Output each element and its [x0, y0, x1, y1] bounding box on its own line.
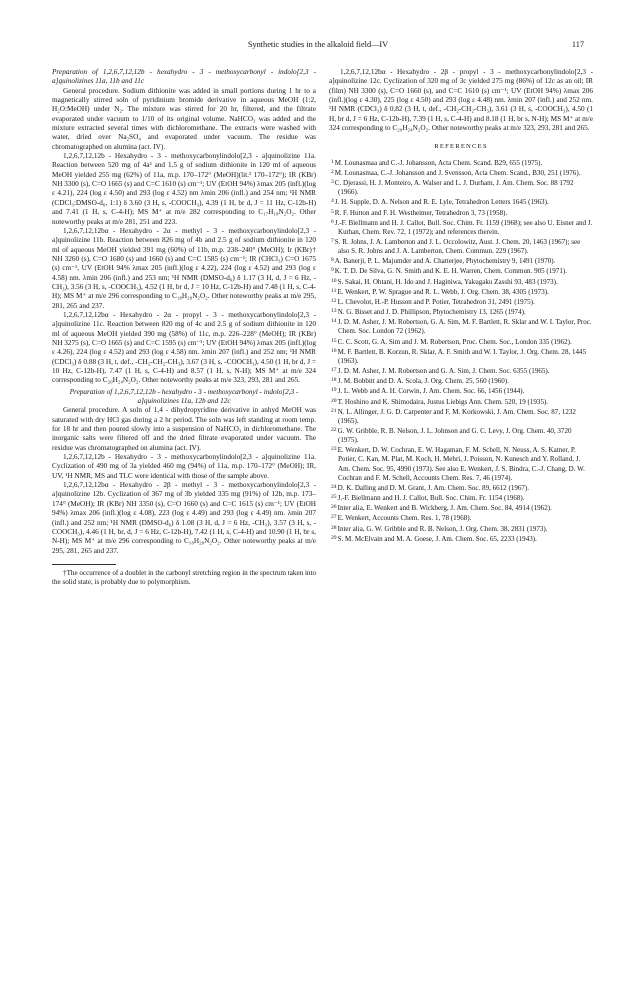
reference-item [329, 307, 593, 317]
reference-text: J.-F. Biellmann and H. J. Callot, Bull. Soc. Chim. Fr. 1159 (1968); see also U. Eisner and J. Kuthan, Chem. Rev. 72, 1 (1972); and references therein. [334, 218, 593, 236]
reference-item [329, 483, 593, 493]
reference-number: 18 [331, 377, 337, 384]
reference-text: C. C. Scott, G. A. Sim and J. M. Robertson, Proc. Chem. Soc., London 335 (1962). [337, 337, 572, 346]
reference-number: 20 [331, 397, 337, 404]
references-list [329, 158, 593, 544]
reference-item [329, 266, 593, 276]
reference-text: E. Wenkert, D. W. Cochran, E. W. Hagaman, F. M. Schell, N. Neuss, A. S. Katner, P. Potier, C. Kan, M. Plat, M. Koch, H. Mehri, J. Poisson, N. Kunesch and Y. Rolland, J. Am. Chem. Soc. 95, 4990 (1973). See also E. Wenkert, J. S. Bindra, C.-J. Chang, D. W. Cochran and F. M. Schell, Accounts Chem. Res. 7, 46 (1974). [337, 446, 585, 482]
reference-item [329, 287, 593, 297]
reference-item [329, 317, 593, 336]
reference-item [329, 524, 593, 534]
reference-number: 12 [331, 297, 337, 304]
reference-text: N. G. Bisset and J. D. Phillipson, Phytochemistry 13, 1265 (1974). [337, 308, 526, 317]
reference-number: 4 [331, 198, 334, 205]
reference-number: 6 [331, 218, 334, 225]
reference-text: D. K. Dalling and D. M. Grant, J. Am. Chem. Soc. 89, 6612 (1967). [337, 483, 530, 492]
reference-item [329, 445, 593, 483]
reference-item [329, 426, 593, 445]
reference-number: 19 [331, 387, 337, 394]
reference-text: K. T. D. De Silva, G. N. Smith and K. E. H. Warren, Chem. Commun. 905 (1971). [334, 267, 567, 276]
reference-number: 28 [331, 524, 337, 531]
body-paragraph: 1,2,6,7,12,12bα - Hexahydro - 2β - methyl - 3 - methoxycarbonylindolo[2,3 - a]quinolizine 12b. Cyclization of 367 mg of 3b yielded 335 mg (91%) of 12b, m.p. 173–174° (MeOH); IR (KBr) NH 3350 (s), C=O 1660 (s) and C=C 1615 (s) cm⁻¹; UV (EtOH 94%) λmax 206 (infl.)(log ε 4.08), 223 (log ε 4.49) and 293 (log ε 4.49) nm. λmin 207 (infl.) and 252 nm; ¹H NMR (DMSO-d₆) δ 1.08 (3 H, d, J = 6 Hz, -CH₃), 3.57 (3 H, s, -COOCH₃), 4.46 (1 H, br, d, J = 6 Hz, C-12b-H), 7.42 (1 H, s, C-4-H) and 10.90 (1 H, br s, N-H); MS M⁺ at m/e 296 corresponding to C₁₈H₂₀N₂O₂. Other noteworthy peaks at m/e 295, 281, 265 and 237. [52, 481, 316, 555]
reference-number: 25 [331, 494, 337, 501]
reference-item [329, 534, 593, 544]
reference-item [329, 493, 593, 503]
reference-item [329, 237, 593, 256]
body-paragraph: 1,2,6,7,12,12bα - Hexahydro - 2α - methyl - 3 - methoxycarbonylindolo[2,3 - a]quinolizine 11b. Reaction between 826 mg of 4b and 2.5 g of sodium dithionite in 120 ml of aqueous MeOH yielded 391 mg (60%) of 11b, m.p. 238–240° (MeOH); Ir (KBr)† NH 3260 (s), C=O 1680 (s) and 1660 (s) and C=C 1585 (s) cm⁻¹; IR (CHCl₃) C=O 1675 (s) cm⁻¹, UV (EtOH 94% λmax 205 (infl.)(log ε 4.22), 224 (log ε 4.52) and 293 (log ε 4.58) nm. λmin 206 (infl.) and 253 nm; ¹H NMR (DMSO-d₆) δ 1.17 (3 H, d, J = 6 Hz, -CH₃), 3.56 (3 H, s, -COOCH₃), 4.52 (1 H, br d, J = 10 Hz, C-12b-H) and 7.48 (1 H, s, C-4-H); MS M⁺ at m/e 296 corresponding to C₁₈H₂₀N₂O₂. Other noteworthy peaks at m/e 295, 281, 265 and 237. [52, 226, 316, 310]
references-heading: REFERENCES [434, 143, 488, 151]
running-title: Synthetic studies in the alkaloid field—IV [247, 40, 389, 49]
reference-text: J. H. Supple, D. A. Nelson and R. E. Lyle, Tetrahedron Letters 1645 (1963). [334, 198, 549, 207]
reference-number: 2 [331, 168, 334, 175]
reference-item [329, 513, 593, 523]
section-heading: Preparation of 1,2,6,7,12,12b - hexahydro - 3 - methoxycarbonyl - indolo[2,3 - a]quinolizines 11a, 12b and 12c [69, 387, 299, 406]
reference-number: 24 [331, 483, 337, 490]
reference-item [329, 337, 593, 347]
page-header [52, 38, 584, 52]
reference-number: 26 [331, 504, 337, 511]
reference-number: 1 [331, 158, 334, 165]
reference-number: 23 [331, 446, 337, 453]
section-heading: Preparation of 1,2,6,7,12,12b - hexahydro - 3 - methoxycarbonyl - indolo[2,3 - a]quinolizines 11a, 11b and 11c [52, 68, 316, 86]
reference-text: S. R. Johns, J. A. Lamberton and J. L. Occolowitz, Aust. J. Chem. 20, 1463 (1967); see also S. R. Johns and J. A. Lamberton, Chem. Commun. 229 (1967). [334, 238, 581, 256]
reference-item [329, 297, 593, 307]
reference-text: J. D. M. Asher, J. M. Robertson, G. A. Sim, M. F. Bartlett, R. Sklar and W. I. Taylor, Proc. Chem. Soc. London 72 (1962). [337, 318, 592, 336]
reference-text: N. L. Allinger, J. G. D. Carpenter and F. M. Korkowski, J. Am. Chem. Soc. 87, 1232 (1965). [337, 407, 576, 425]
reference-item [329, 158, 593, 168]
right-column [329, 68, 593, 544]
body-paragraph: 1,2,6,7,12,12b - Hexahydro - 3 - methoxycarbonylindolo[2,3 - a]quinolizine 11a. Reaction between 520 mg of 4a² and 1.5 g of sodium dithionite in 120 ml of aqueous MeOH yielded 255 mg (62%) of 11a, m.p. 170–172° (MeOH)(lit.² 170–172°); IR (KBr) NH 3300 (s), C=O 1665 (s) and C=C 1610 (s) cm⁻¹; UV (EtOH 94%) λmax 205 (infl.)(log ε 4.21), 224 (log ε 4.50) and 293 (log ε 4.52) nm λmin 206 (infl.) and 254 nm; ¹H NMR (CDCl₃:DMSO-d₆, 1:1) δ 3.60 (3 H, s, -COOCH₃), 4.39 (1 H, br d, J = 11 Hz, C-12b-H) and 7.41 (1 H, s, C-4-H); MS M⁺ at m/e 282 corresponding to C₁₇H₁₈N₂O₂. Other noteworthy peaks at m/e 281, 251 and 223. [52, 152, 316, 226]
reference-item [329, 277, 593, 287]
reference-text: J. M. Bobbitt and D. A. Scola, J. Org. Chem. 25, 560 (1960). [337, 377, 509, 386]
body-paragraph: General procedure. Sodium dithionite was added in small portions during 1 hr to a magnetically stirred soln of pyridinium bromide derivative in aqueous MeOH (1:2, H₂O:MeOH) under N₂. The mixture was stirred for 20 hr, filtered, and the filtrate evaporated under vacuum to 1/10 of its original volume. NaHCO₃ was added and the mixture extracted several times with dichloromethane. The extracts were washed with water, dried over Na₂SO₄ and evaporated under vacuum. The residue was chromatographed on alumina (act. IV). [52, 86, 316, 151]
reference-text: G. W. Gribble, R. B. Nelson, J. L. Johnson and G. C. Levy, J. Org. Chem. 40, 3720 (1975). [337, 426, 572, 445]
reference-text: M. Lounasmaa and C.-J. Johansson, Acta Chem. Scand. B29, 655 (1975). [334, 158, 543, 167]
left-column [52, 68, 316, 587]
reference-item [329, 218, 593, 237]
reference-text: Inter alia, E. Wenkert and B. Wickberg, J. Am. Chem. Soc. 84, 4914 (1962). [337, 504, 552, 513]
reference-text: A. Banerji, P. L. Majumder and A. Chatterjee, Phytochemistry 9, 1491 (1970). [334, 257, 556, 266]
reference-item [329, 197, 593, 207]
reference-number: 8 [331, 257, 334, 264]
reference-number: 5 [331, 208, 334, 215]
reference-number: 29 [331, 534, 337, 541]
reference-item [329, 407, 593, 426]
reference-number: 14 [331, 318, 337, 325]
reference-number: 10 [331, 277, 337, 284]
reference-text: E. Wenkert, P. W. Sprague and R. L. Webb, J. Org. Chem. 38, 4305 (1973). [337, 287, 549, 296]
reference-number: 21 [331, 407, 337, 414]
reference-text: E. Wenkert, Accounts Chem. Res. 1, 78 (1968). [337, 514, 472, 523]
body-paragraph: General procedure. A soln of 1,4 - dihydropyridine derivative in anhyd MeOH was saturated with dry HCl gas during a 2 hr period. The soln was left standing at room temp. for 18 hr and then poured slowly into a suspension of NaHCO₃ in dichloromethane. The inorganic salts were filtered off and the dried filtrate evaporated under vacuum. The residue was chromatographed on alumina (act. IV). [52, 406, 316, 452]
reference-number: 7 [331, 238, 334, 244]
reference-number: 15 [331, 337, 337, 344]
reference-number: 13 [331, 308, 337, 315]
reference-number: 16 [331, 347, 337, 354]
reference-item [329, 386, 593, 396]
reference-item [329, 256, 593, 266]
reference-text: J. L. Webb and A. H. Corwin, J. Am. Chem. Soc. 66, 1456 (1944). [337, 387, 525, 396]
reference-text: T. Hoshino and K. Shimodaira, Justus Liebigs Ann. Chem. 520, 19 (1935). [337, 397, 549, 406]
reference-item [329, 208, 593, 218]
reference-text: C. Djerassi, H. J. Monteiro, A. Walser and L. J. Durham, J. Am. Chem. Soc. 88 1792 (1966). [334, 179, 574, 197]
reference-item [329, 178, 593, 197]
reference-text: J.-F. Biellmann and H. J. Callot, Bull. Soc. Chim. Fr. 1154 (1968). [337, 494, 525, 503]
footnote-rule [52, 564, 116, 565]
reference-number: 22 [331, 426, 337, 433]
footnote: †The occurrence of a doublet in the carbonyl stretching region in the spectrum taken into the solid state, is probably due to polymorphism. [52, 568, 316, 587]
reference-item [329, 168, 593, 178]
reference-text: S. M. McElvain and M. A. Goese, J. Am. Chem. Soc. 65, 2233 (1943). [337, 534, 537, 543]
reference-item [329, 376, 593, 386]
reference-number: 17 [331, 367, 337, 374]
reference-item [329, 347, 593, 366]
reference-number: 11 [331, 287, 337, 294]
reference-item [329, 503, 593, 513]
reference-number: 27 [331, 514, 337, 521]
body-paragraph: 1,2,6,7,12,12b - Hexahydro - 3 - methoxycarbonylindolo[2,3 - a]quinolizine 11a. Cyclization of 490 mg of 3a yielded 460 mg (94%) of 11a, m.p. 170–172° (MeOH); IR, UV, ¹H NMR, MS and TLC were identical with those of the sample above. [52, 453, 316, 480]
reference-text: J. D. M. Asher, J. M. Robertson and G. A. Sim, J. Chem. Soc. 6355 (1965). [337, 367, 550, 376]
reference-item [329, 397, 593, 407]
page-number: 117 [571, 40, 584, 49]
reference-text: L. Chevolot, H.-P. Husson and P. Potier, Tetrahedron 31, 2491 (1975). [337, 297, 535, 306]
reference-text: R. F. Hutton and F. H. Westheimer, Tetrahedron 3, 73 (1958). [334, 208, 508, 217]
reference-text: M. Lounasmaa, C.-J. Johansson and J. Svensson, Acta Chem. Scand., B30, 251 (1976). [334, 168, 581, 177]
reference-item [329, 366, 593, 376]
reference-text: M. F. Bartlett, B. Korzun, R. Sklar, A. F. Smith and W. I. Taylor, J. Org. Chem. 28, 1445 (1963). [337, 347, 587, 365]
body-paragraph: 1,2,6,7,12,12bα - Hexahydro - 2α - propyl - 3 - methoxycarbonylindolo[2,3 - a]quinolizine 11c. Reaction between 820 mg of 4c and 2.5 g of sodium dithionite in 120 ml of aqueous MeOH yielded 390 mg (58%) of 11c, m.p. 226–228° (MeOH); IR (KBr) NH 3275 (s), C=O 1665 (s) and C=C 1595 (s) cm⁻¹; UV (EtOH 94%) λmax 205 (infl.)(log ε 4.26), 224 (log ε 4.52) and 293 (log ε 4.58) nm. λmin 207 (infl.) and 252 nm; ¹H NMR (CDCl₃) δ 0.88 (3 H, t, def., -CH₂-CH₂-CH₃), 3.67 (3 H, s, -COOCH₃), 4.50 (1 H, br d, J = 10 Hz, C-12b-H), 7.47 (1 H, s, C-4-H) and 8.57 (1 H, s, N-H); MS M⁺ at m/e 324 corresponding to C₂₀H₂₄N₂O₂. Other noteworthy peaks at m/e 323, 293, 281 and 265. [52, 310, 316, 385]
reference-number: 3 [331, 179, 334, 186]
reference-text: Inter alia, G. W. Gribble and R. B. Nelson, J. Org. Chem. 38, 2831 (1973). [337, 524, 548, 533]
reference-number: 9 [331, 267, 334, 274]
body-paragraph: 1,2,6,7,12,12bα - Hexahydro - 2β - propyl - 3 - methoxycarbonylindolo[2,3 - a]quinolizine 12c. Cyclization of 320 mg of 3c yielded 275 mg (86%) of 12c as an oil; IR (film) NH 3300 (s), C=O 1660 (s), and C=C 1610 (s) cm⁻¹; UV (EtOH 94%) λmax 206 (infl.)(log ε 4.30), 225 (log ε 4.50) and 293 (log ε 4.48) nm. λmin 207 (infl.) and 252 nm. ¹H NMR (CDCl₃) δ 0.82 (3 H, t, def., -CH₂-CH₂-CH₃), 3.61 (3 H, s, -COOCH₃), 4.50 (1 H, br d, J = 6 Hz, C-12b-H), 7.39 (1 H, s, C-4-H) and 8.18 (1 H, br s, N-H); MS M⁺ at m/e 324 corresponding to C₂₀H₂₄N₂O₂. Other noteworthy peaks at m/e 323, 293, 281 and 265. [329, 68, 593, 133]
reference-text: S. Sakai, H. Ohtani, H. Ido and J. Haginiwa, Yakugaku Zasshi 93, 483 (1973). [337, 277, 558, 286]
